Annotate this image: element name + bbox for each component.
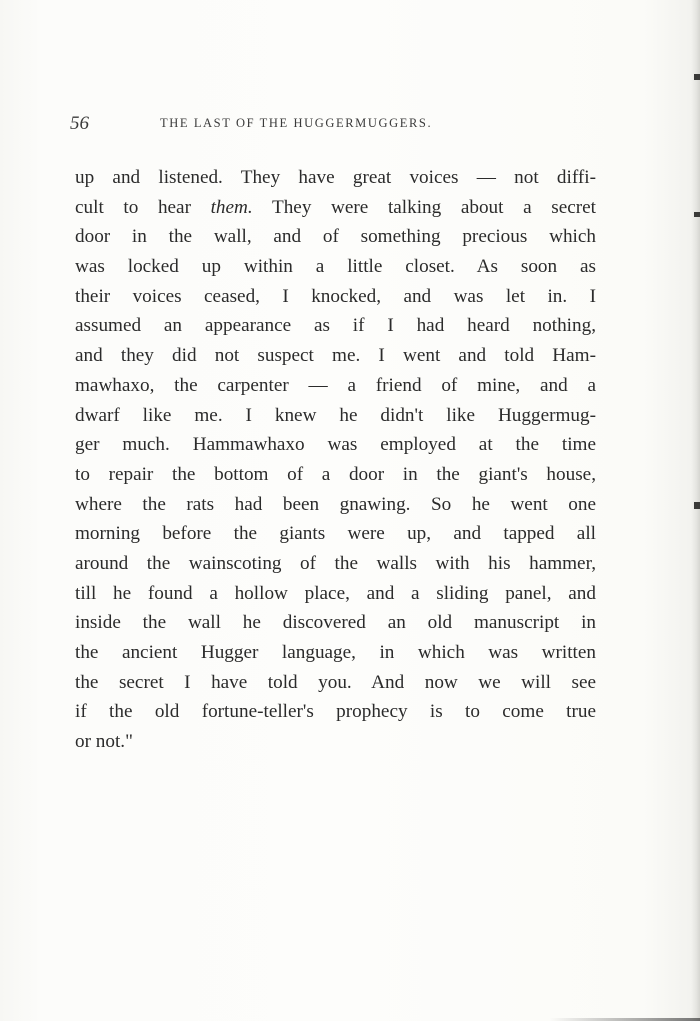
text-line: to repair the bottom of a door in the giant's house, (75, 463, 596, 485)
text-line: up and listened. They have great voices — not diffi- (75, 167, 596, 188)
edge-mark (694, 212, 700, 217)
text-line: around the wainscoting of the walls with his hammer, (75, 552, 596, 574)
text-line (75, 193, 596, 223)
text-segment: cult to hear (75, 196, 211, 218)
text-line: where the rats had been gnawing. So he went one (75, 493, 596, 515)
text-line: the secret I have told you. And now we will see (75, 671, 596, 693)
running-head: THE LAST OF THE HUGGERMUGGERS. (160, 116, 433, 130)
text-line: mawhaxo, the carpenter — a friend of mine, and a (75, 374, 596, 396)
edge-mark (694, 502, 700, 509)
text-line: morning before the giants were up, and tapped all (75, 523, 596, 545)
page-number: 56 (70, 113, 89, 134)
edge-mark (694, 74, 700, 80)
text-line: their voices ceased, I knocked, and was let in. I (75, 285, 596, 307)
text-line: if the old fortune-teller's prophecy is to come true (75, 701, 596, 723)
text-line: or not." (75, 731, 133, 753)
text-line: till he found a hollow place, and a sliding panel, and (75, 582, 596, 604)
text-line: the ancient Hugger language, in which was written (75, 642, 596, 663)
text-line: and they did not suspect me. I went and told Ham- (75, 345, 596, 367)
text-line: door in the wall, and of something precious which (75, 226, 596, 248)
text-line: ger much. Hammawhaxo was employed at the time (75, 434, 596, 456)
body-text (75, 163, 596, 757)
text-segment: They were talking about a secret (252, 196, 596, 218)
text-line: dwarf like me. I knew he didn't like Huggermug- (75, 404, 596, 426)
text-line: assumed an appearance as if I had heard nothing, (75, 315, 596, 337)
text-line: was locked up within a little closet. As soon as (75, 256, 596, 278)
text-line: inside the wall he discovered an old manuscript in (75, 612, 596, 634)
page-edge-shadow (691, 0, 700, 1021)
page-header (70, 113, 610, 137)
emphasis-text: them. (210, 196, 253, 218)
